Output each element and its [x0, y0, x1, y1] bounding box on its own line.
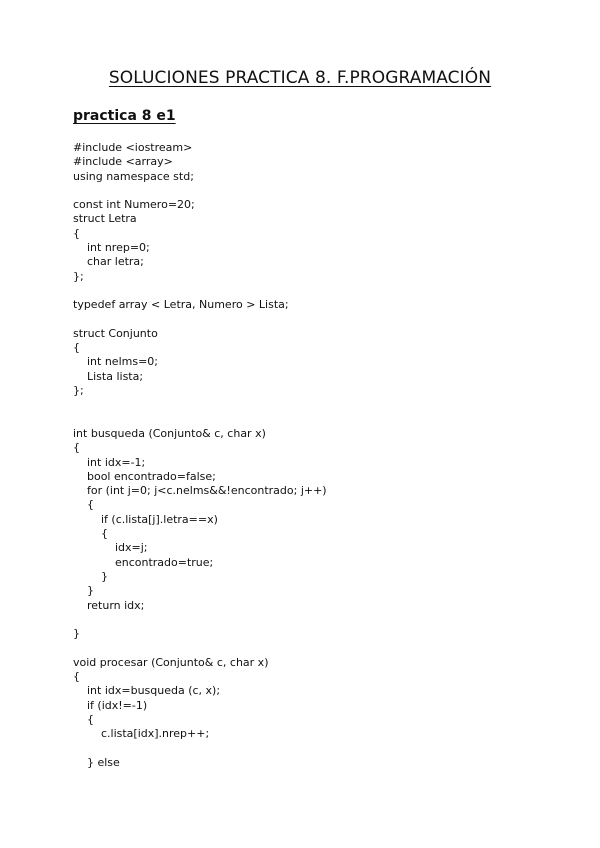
code-line: idx=j;: [73, 541, 148, 555]
code-line: if (idx!=-1): [73, 698, 148, 712]
code-line: const int Numero=20;: [73, 198, 195, 212]
code-line: }: [73, 627, 80, 641]
code-line: struct Letra: [73, 212, 137, 226]
code-line: {: [73, 341, 80, 355]
code-line: } else: [73, 755, 120, 769]
code-line: int nrep=0;: [73, 241, 150, 255]
code-line: int nelms=0;: [73, 355, 158, 369]
code-line: [73, 613, 573, 627]
code-line: int idx=-1;: [73, 455, 146, 469]
code-line: Lista lista;: [73, 369, 144, 383]
code-line: #include <array>: [73, 155, 173, 169]
code-line: #include <iostream>: [73, 141, 193, 154]
code-line: {: [73, 712, 94, 726]
code-line: if (c.lista[j].letra==x): [73, 512, 218, 526]
code-line: struct Conjunto: [73, 326, 158, 340]
document-title: SOLUCIONES PRACTICA 8. F.PROGRAMACIÓN: [108, 68, 492, 88]
code-line: [73, 741, 573, 755]
code-line: {: [73, 226, 80, 240]
code-line: [73, 284, 573, 298]
code-line: {: [73, 669, 80, 683]
code-line: c.lista[idx].nrep++;: [73, 727, 210, 741]
code-line: }: [73, 569, 108, 583]
code-line: encontrado=true;: [73, 555, 214, 569]
code-line: void procesar (Conjunto& c, char x): [73, 655, 269, 669]
code-line: {: [73, 441, 80, 455]
section-heading: practica 8 e1: [73, 108, 176, 124]
code-line: bool encontrado=false;: [73, 469, 216, 483]
code-line: {: [73, 498, 94, 512]
code-line: [73, 398, 573, 412]
code-line: return idx;: [73, 598, 145, 612]
code-line: [73, 313, 573, 327]
code-line: [73, 413, 573, 427]
code-line: for (int j=0; j<c.nelms&&!encontrado; j++): [73, 484, 327, 498]
code-line: {: [73, 527, 108, 541]
code-line: using namespace std;: [73, 169, 194, 183]
code-line: int idx=busqueda (c, x);: [73, 684, 221, 698]
code-line: };: [73, 384, 84, 398]
code-line: }: [73, 584, 94, 598]
code-line: char letra;: [73, 255, 144, 269]
code-line: [73, 641, 573, 655]
code-listing: [73, 141, 573, 770]
code-line: [73, 184, 573, 198]
code-line: };: [73, 269, 84, 283]
code-line: int busqueda (Conjunto& c, char x): [73, 426, 266, 440]
code-line: typedef array < Letra, Numero > Lista;: [73, 298, 289, 312]
